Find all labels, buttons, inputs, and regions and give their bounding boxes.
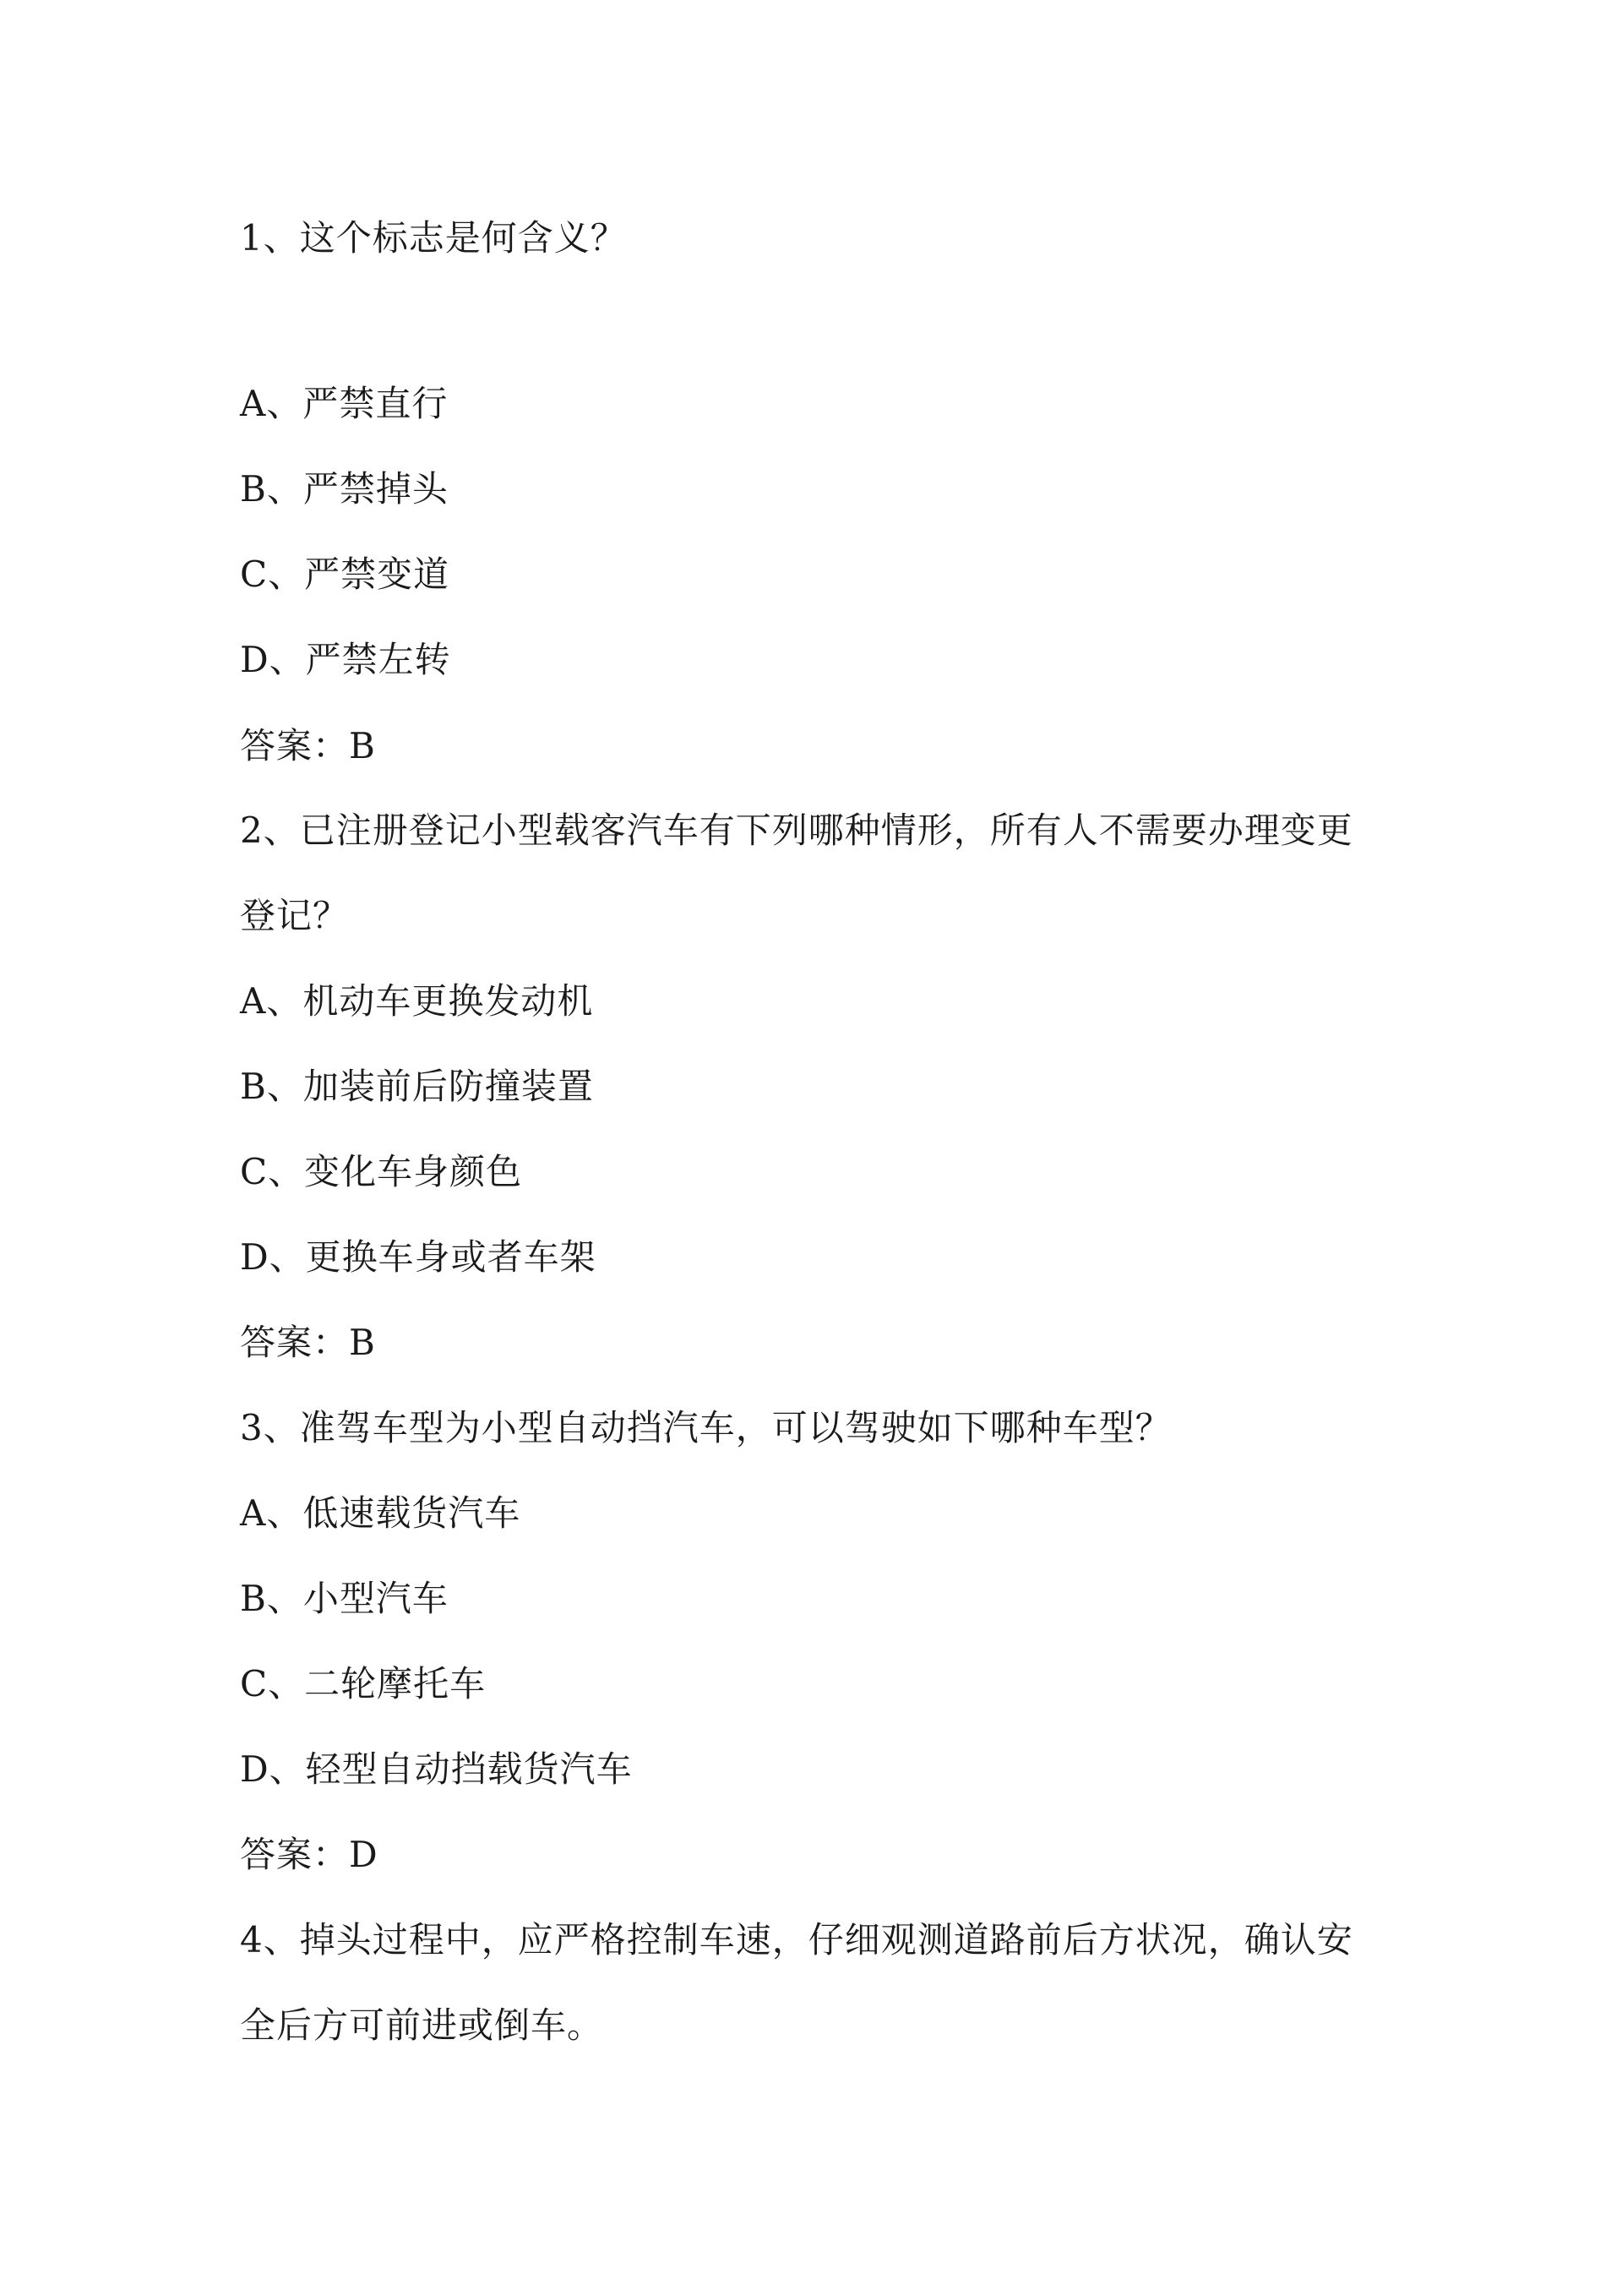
- question-2-option-d: D、更换车身或者车架: [240, 1236, 596, 1278]
- question-2-option-a: A、机动车更换发动机: [240, 980, 594, 1022]
- question-2-answer: 答案：B: [240, 1322, 376, 1363]
- question-1-stem: 1、这个标志是何含义？: [240, 217, 627, 259]
- question-1-option-a: A、严禁直行: [240, 383, 449, 424]
- question-1-answer: 答案：B: [240, 725, 376, 766]
- question-3-option-b: B、小型汽车: [240, 1578, 449, 1619]
- question-3-option-d: D、轻型自动挡载货汽车: [240, 1748, 633, 1790]
- question-4-stem-line2: 全后方可前进或倒车。: [240, 2004, 604, 2046]
- question-1-option-b: B、严禁掉头: [240, 468, 449, 510]
- question-3-stem: 3、准驾车型为小型自动挡汽车，可以驾驶如下哪种车型？: [240, 1407, 1172, 1448]
- question-2-stem-line1: 2、已注册登记小型载客汽车有下列哪种情形，所有人不需要办理变更: [240, 810, 1353, 851]
- question-2-stem-line2: 登记？: [240, 895, 350, 936]
- question-1-option-c: C、严禁变道: [240, 554, 450, 595]
- question-4-stem-line1: 4、掉头过程中，应严格控制车速，仔细观测道路前后方状况，确认安: [240, 1919, 1353, 1961]
- question-1-option-d: D、严禁左转: [240, 639, 451, 680]
- question-3-option-c: C、二轮摩托车: [240, 1663, 487, 1704]
- question-2-option-b: B、加装前后防撞装置: [240, 1066, 594, 1107]
- question-2-option-c: C、变化车身颜色: [240, 1151, 523, 1192]
- question-3-answer: 答案：D: [240, 1834, 378, 1875]
- question-3-option-a: A、低速载货汽车: [240, 1492, 521, 1534]
